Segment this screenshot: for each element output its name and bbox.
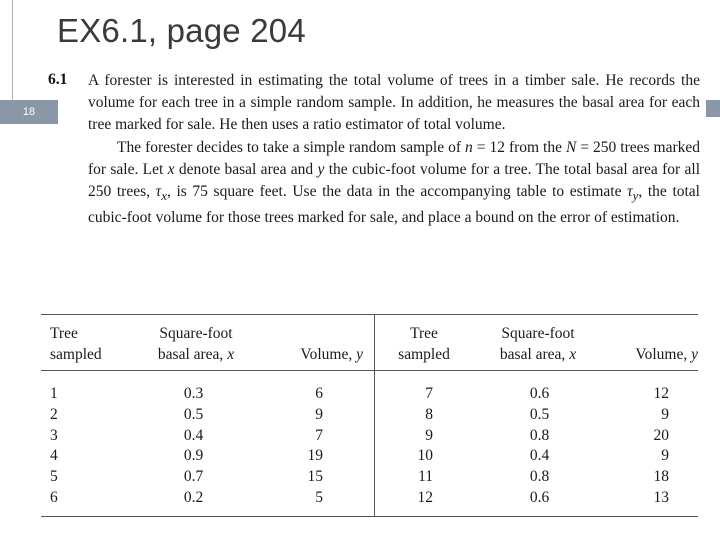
column-tree-left xyxy=(50,384,90,509)
table-cell: 5 xyxy=(50,468,58,486)
header-tree-sampled-right xyxy=(384,323,464,365)
var-y: y xyxy=(356,346,363,363)
table-cell: 0.9 xyxy=(183,447,204,465)
header-line: Square-foot xyxy=(501,325,575,342)
table-cell: 0.5 xyxy=(183,405,204,423)
column-volume-left xyxy=(286,384,323,509)
table-cell: 3 xyxy=(50,426,58,444)
table-cell: 18 xyxy=(653,468,669,486)
column-volume-right xyxy=(631,384,669,509)
var-y: y xyxy=(317,160,325,178)
problem-paragraph-1: A forester is interested in estimating the total volume of trees in a timber sale. He records the volume for each tree in a simple random sample. In addition, he measures the basal area for each tree marked for sale. He then uses a ratio estimator of total volume. xyxy=(88,72,700,134)
column-tree-right xyxy=(393,384,433,509)
slide-title: EX6.1, page 204 xyxy=(57,12,306,49)
header-line: Tree xyxy=(50,325,78,342)
tau-subscript-x: x xyxy=(161,188,167,204)
header-basal-area-left xyxy=(136,323,256,365)
table-cell: 0.3 xyxy=(183,385,204,402)
data-table xyxy=(41,314,698,518)
header-text: Volume, xyxy=(300,346,357,363)
table-cell: 12 xyxy=(653,385,669,402)
header-line xyxy=(136,344,256,365)
table-cell: 4 xyxy=(50,447,58,465)
header-tree-sampled-left xyxy=(50,323,130,365)
table-cell: 9 xyxy=(315,405,323,423)
table-bottom-rule xyxy=(41,516,698,517)
text-run: = 250 trees marked for sale. Let xyxy=(88,138,700,178)
header-volume-left xyxy=(266,344,363,365)
var-n: n xyxy=(465,138,473,156)
table-cell: 0.5 xyxy=(529,405,550,423)
tau-subscript-y: y xyxy=(632,188,639,204)
table-cell: 0.2 xyxy=(183,488,204,506)
table-cell: 11 xyxy=(418,468,433,486)
table-cell: 0.6 xyxy=(529,488,550,506)
table-cell: 10 xyxy=(417,447,433,465)
header-text: basal area, xyxy=(499,346,570,363)
table-cell: 19 xyxy=(307,447,323,465)
var-x: x xyxy=(167,160,175,178)
var-x: x xyxy=(227,346,235,363)
header-volume-right xyxy=(601,344,698,365)
var-x: x xyxy=(569,346,577,363)
header-line: sampled xyxy=(50,346,102,363)
table-cell: 0.7 xyxy=(183,468,204,486)
table-cell: 15 xyxy=(307,468,323,486)
table-cell: 1 xyxy=(50,385,58,402)
text-run: the cubic-foot volume for a tree. The total basal area for all 250 trees, xyxy=(88,160,701,201)
table-cell: 6 xyxy=(50,488,58,506)
text-run: The forester decides to take a simple random sample of xyxy=(117,138,465,156)
text-run: , is 75 square feet. Use the data in the accompanying table to estimate xyxy=(166,183,628,201)
table-cell: 0.8 xyxy=(529,468,550,486)
header-text: Volume, xyxy=(635,346,692,363)
header-line: Square-foot xyxy=(159,325,233,342)
tau-symbol: τ xyxy=(155,183,162,201)
header-line: sampled xyxy=(398,346,450,363)
table-cell: 9 xyxy=(661,447,669,465)
table-cell: 9 xyxy=(661,405,669,423)
table-cell: 7 xyxy=(425,385,433,402)
tau-symbol: τ xyxy=(627,183,633,201)
table-column-divider xyxy=(374,314,375,517)
column-basal-left xyxy=(166,384,221,509)
table-cell: 20 xyxy=(653,426,669,444)
header-basal-area-right xyxy=(478,323,598,365)
table-cell: 0.4 xyxy=(183,426,204,444)
left-edge-rule xyxy=(12,0,13,100)
var-N: N xyxy=(565,138,577,156)
table-header-rule xyxy=(41,370,698,371)
problem-number: 6.1 xyxy=(48,71,68,88)
table-cell: 6 xyxy=(315,385,323,402)
header-line: Tree xyxy=(410,325,438,342)
var-y: y xyxy=(691,346,698,363)
problem-text xyxy=(88,70,700,230)
table-cell: 0.8 xyxy=(529,426,550,444)
text-run: denote basal area and xyxy=(174,160,318,178)
header-line xyxy=(478,344,598,365)
table-top-rule xyxy=(41,314,698,315)
header-text: basal area, xyxy=(157,346,228,363)
table-cell: 8 xyxy=(425,405,433,423)
column-basal-right xyxy=(512,384,567,509)
text-run: , the total cubic-foot volume for those trees marked for sale, and place a bound on the error of estimation. xyxy=(88,183,700,227)
table-cell: 0.4 xyxy=(529,447,550,465)
text-run: = 12 from the xyxy=(472,138,566,156)
table-cell: 0.6 xyxy=(529,385,550,402)
table-cell: 5 xyxy=(315,488,323,506)
table-cell: 12 xyxy=(417,488,433,506)
slide-number-badge: 18 xyxy=(0,100,58,124)
problem-paragraph-2 xyxy=(88,137,700,230)
table-cell: 2 xyxy=(50,405,58,423)
table-cell: 13 xyxy=(653,488,669,506)
table-cell: 7 xyxy=(315,426,323,444)
table-cell: 9 xyxy=(425,426,433,444)
right-edge-marker xyxy=(706,100,720,117)
